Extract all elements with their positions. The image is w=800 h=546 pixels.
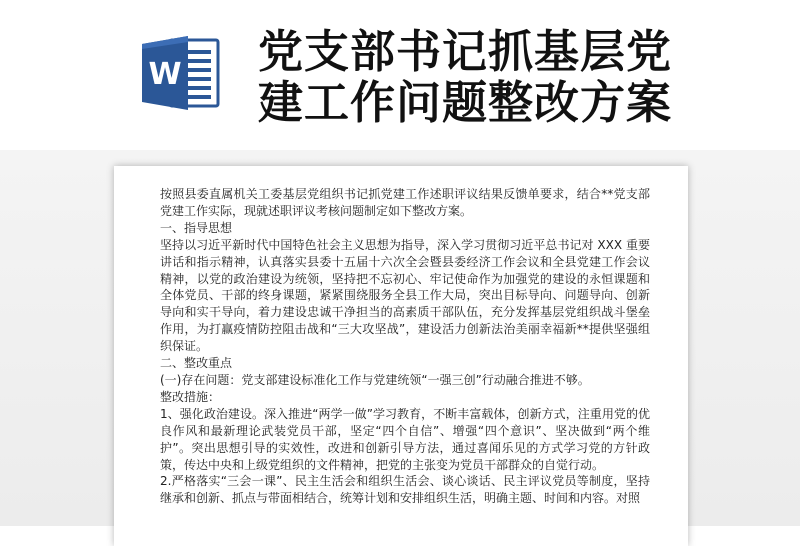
intro-paragraph: 按照县委直属机关工委基层党组织书记抓党建工作述职评议结果反馈单要求，结合**党支部党建工作实际，现就述职评议考核问题制定如下整改方案。 (160, 187, 650, 218)
problem-statement: (一)存在问题：党支部建设标准化工作与党建统领“一强三创”行动融合推进不够。 (160, 372, 590, 387)
section-heading-key-points: 二、整改重点 (160, 356, 233, 371)
guiding-ideology-paragraph: 坚持以习近平新时代中国特色社会主义思想为指导，深入学习贯彻习近平总书记对 XXX 重要讲话和指示精神，认真落实县委十五届十六次全会暨县委经济工作会议和全县党建工作会议精神，以党的政治建设为统领，坚持把不忘初心、牢记使命作为加强党的建设的永恒课题和全体党员、干部的终身课题，紧紧围绕服务全县工作大局，突出目标导向、问题导向、创新导向和实干导向，着力建设忠诚干净担当的高素质干部队伍，充分发挥基层党组织战斗堡垒作用，为打赢疫情防控阻击战和“三大攻坚战”，建设活力创新法治美丽幸福新**提供坚强组织保证。 (160, 237, 650, 354)
document-page (114, 166, 688, 546)
measures-heading: 整改措施： (160, 389, 221, 404)
section-heading-guiding-ideology: 一、指导思想 (160, 220, 233, 235)
header-banner (0, 0, 800, 150)
word-icon-letter: W (148, 57, 182, 92)
document-body (160, 186, 650, 507)
measure-item-2: 2.严格落实“三会一课”、民主生活会和组织生活会、谈心谈话、民主评议党员等制度，坚持继承和创新、抓点与带面相结合，统筹计划和安排组织生活，明确主题、时间和内容。对照 (160, 474, 650, 506)
document-title: 党支部书记抓基层党 建工作问题整改方案 (258, 25, 673, 129)
word-document-icon (138, 30, 224, 116)
measure-item-1: 1、强化政治建设。深入推进“两学一做”学习教育，不断丰富载体，创新方式，注重用党的优良作风和最新理论武装党员干部，坚定“四个自信”、增强“四个意识”、坚决做到“两个维护”。突出思想引导的实效性，改进和创新引导方法，通过喜闻乐见的方式学习党的方针政策，传达中央和上级党组织的文件精神，把党的主张变为党员干部群众的自觉行动。 (160, 406, 650, 472)
